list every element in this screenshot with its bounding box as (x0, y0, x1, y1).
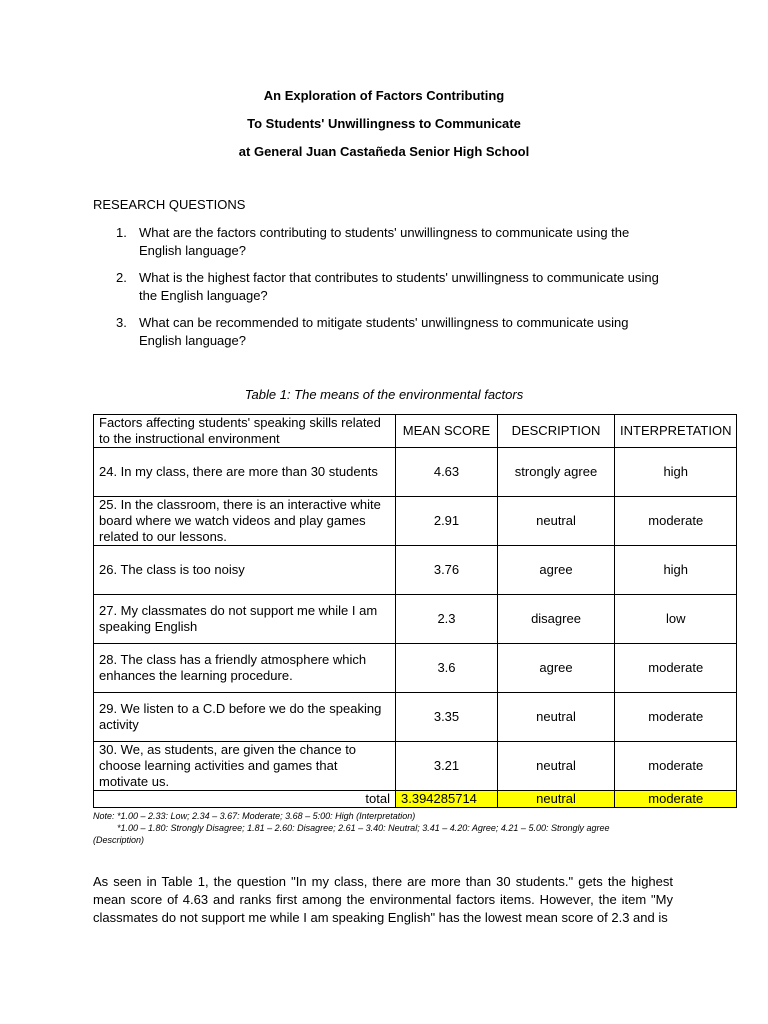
document-title-line-2: To Students' Unwillingness to Communicate (247, 116, 521, 131)
mean-cell: 3.35 (396, 693, 498, 742)
description-cell: neutral (498, 742, 615, 791)
table-header-row (94, 415, 737, 448)
research-question-item (93, 269, 673, 305)
research-questions-list (93, 224, 673, 359)
description-cell: neutral (498, 497, 615, 546)
question-number: 3. (116, 315, 127, 330)
table-row (94, 595, 737, 644)
research-question-item (93, 224, 673, 260)
mean-cell: 2.3 (396, 595, 498, 644)
table-note (93, 810, 693, 846)
mean-cell: 3.76 (396, 546, 498, 595)
table-row (94, 693, 737, 742)
table-row (94, 448, 737, 497)
mean-cell: 4.63 (396, 448, 498, 497)
factor-cell: 25. In the classroom, there is an interactive white board where we watch videos and play games related to our lessons. (94, 497, 396, 546)
mean-cell: 2.91 (396, 497, 498, 546)
table-row (94, 546, 737, 595)
interpretation-cell: low (615, 595, 737, 644)
means-table (93, 414, 737, 808)
total-description: neutral (498, 791, 615, 808)
factor-cell: 30. We, as students, are given the chance to choose learning activities and games that motivate us. (94, 742, 396, 791)
interpretation-cell: moderate (615, 644, 737, 693)
description-cell: neutral (498, 693, 615, 742)
header-interpretation: INTERPRETATION (615, 415, 737, 448)
question-text: What is the highest factor that contributes to students' unwillingness to communicate using the English language? (139, 270, 659, 303)
table-total-row (94, 791, 737, 808)
note-line-interpretation: Note: *1.00 – 2.33: Low; 2.34 – 3.67: Moderate; 3.68 – 5:00: High (Interpretation) (93, 811, 416, 821)
table-caption: Table 1: The means of the environmental factors (244, 387, 524, 402)
interpretation-cell: moderate (615, 742, 737, 791)
document-title-line-1: An Exploration of Factors Contributing (263, 88, 505, 103)
factor-cell: 26. The class is too noisy (94, 546, 396, 595)
table-row (94, 497, 737, 546)
total-mean: 3.394285714 (396, 791, 498, 808)
question-text: What can be recommended to mitigate students' unwillingness to communicate using English language? (139, 315, 629, 348)
question-number: 2. (116, 270, 127, 285)
table-row (94, 742, 737, 791)
total-interpretation: moderate (615, 791, 737, 808)
description-cell: agree (498, 546, 615, 595)
description-cell: agree (498, 644, 615, 693)
question-text: What are the factors contributing to students' unwillingness to communicate using the English language? (139, 225, 630, 258)
description-cell: strongly agree (498, 448, 615, 497)
interpretation-cell: moderate (615, 497, 737, 546)
header-mean-score: MEAN SCORE (396, 415, 498, 448)
table-row (94, 644, 737, 693)
question-number: 1. (116, 225, 127, 240)
body-paragraph: As seen in Table 1, the question "In my class, there are more than 30 students." gets the highest mean score of 4.63 and ranks first among the environmental factors items. However, the item "My classmates do not support me while I am speaking English" has the lowest mean score of 2.3 and is (93, 874, 673, 925)
header-description: DESCRIPTION (498, 415, 615, 448)
factor-cell: 27. My classmates do not support me while I am speaking English (94, 595, 396, 644)
note-line-description: *1.00 – 1.80: Strongly Disagree; 1.81 – 2.60: Disagree; 2.61 – 3.40: Neutral; 3.41 – 4.20: Agree; 4.21 – 5.00: Strongly agree (117, 823, 610, 833)
interpretation-cell: moderate (615, 693, 737, 742)
note-line-description-label: (Description) (93, 835, 145, 845)
header-factor: Factors affecting students' speaking skills related to the instructional environment (94, 415, 396, 448)
research-questions-heading: RESEARCH QUESTIONS (93, 197, 246, 212)
interpretation-cell: high (615, 546, 737, 595)
mean-cell: 3.6 (396, 644, 498, 693)
factor-cell: 28. The class has a friendly atmosphere which enhances the learning procedure. (94, 644, 396, 693)
description-cell: disagree (498, 595, 615, 644)
research-question-item (93, 314, 673, 350)
total-label: total (94, 791, 396, 808)
factor-cell: 29. We listen to a C.D before we do the speaking activity (94, 693, 396, 742)
document-title-line-3: at General Juan Castañeda Senior High School (238, 144, 530, 159)
interpretation-cell: high (615, 448, 737, 497)
factor-cell: 24. In my class, there are more than 30 students (94, 448, 396, 497)
mean-cell: 3.21 (396, 742, 498, 791)
